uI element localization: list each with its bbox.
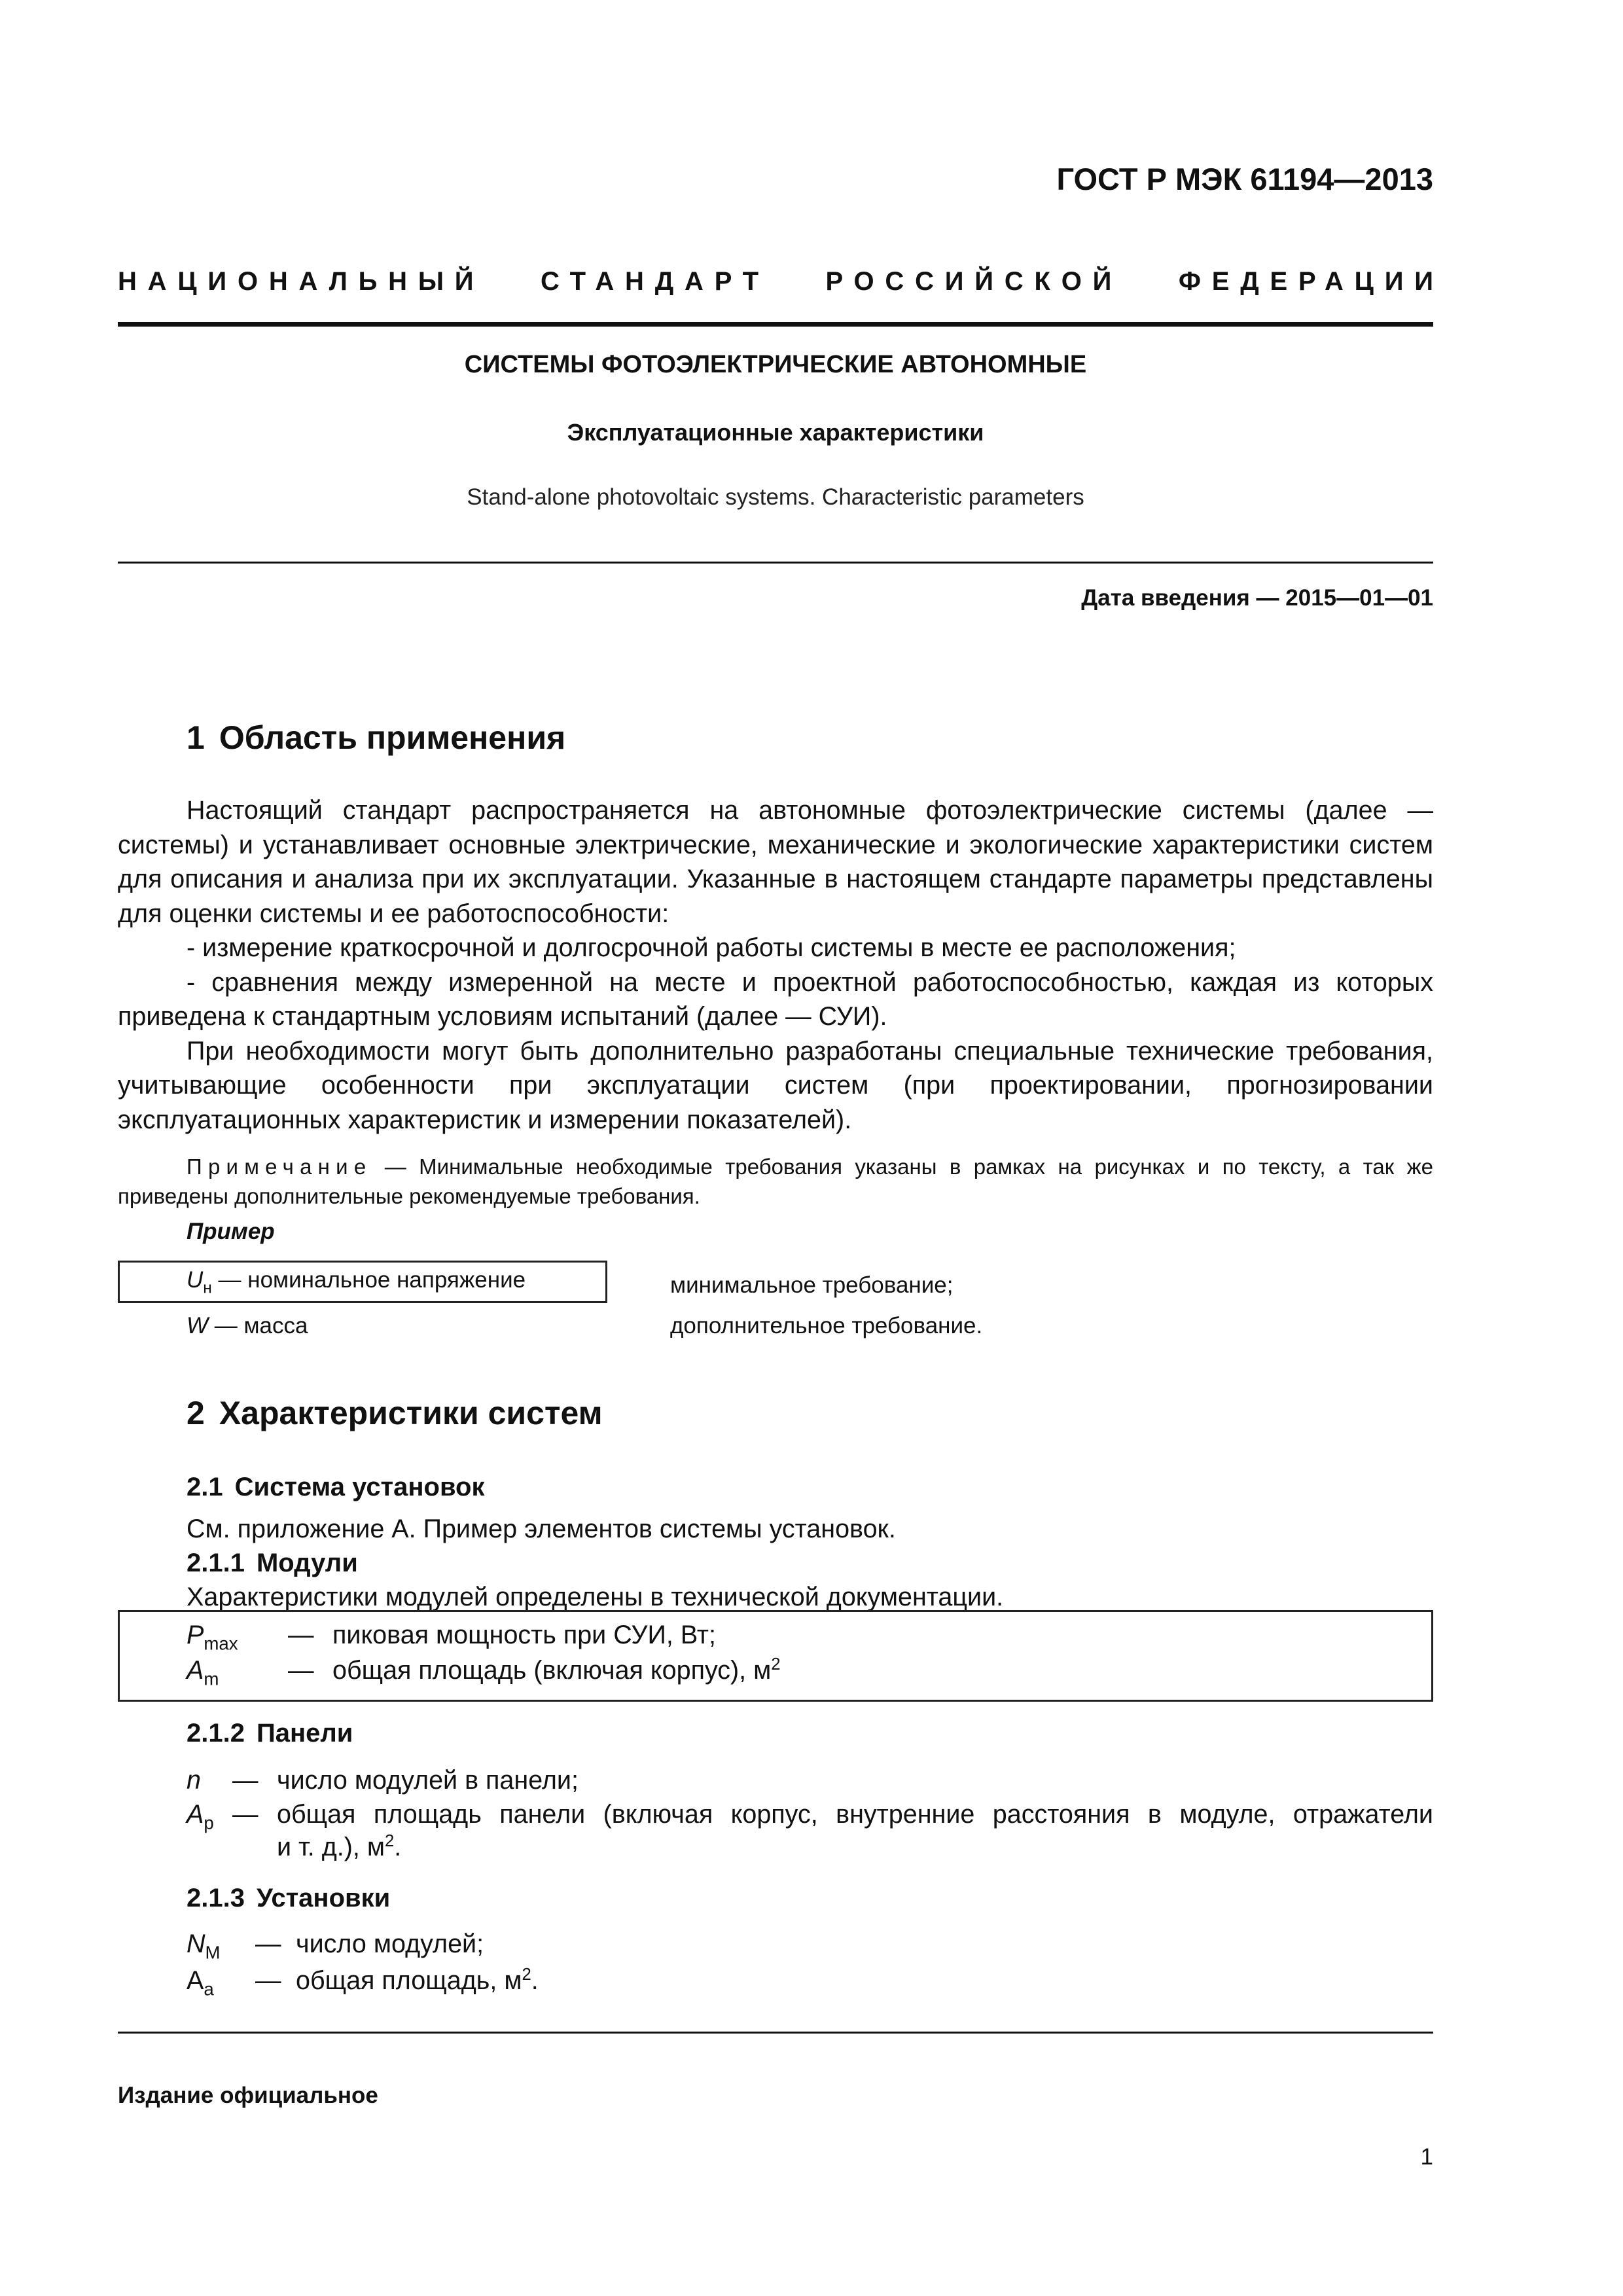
page-number: 1 [1420, 2144, 1433, 2170]
national-word: РОССИЙСКОЙ [825, 267, 1123, 296]
document-title: СИСТЕМЫ ФОТОЭЛЕКТРИЧЕСКИЕ АВТОНОМНЫЕ [464, 351, 1087, 378]
header-rule [118, 322, 1433, 327]
example-label: Пример [187, 1219, 275, 1244]
subsection-2-1-2-heading: 2.1.2 Панели [187, 1719, 353, 1748]
symbol: $U_н$ [187, 1267, 212, 1297]
subsection-2-1-text: См. приложение А. Пример элементов системы установок. [187, 1515, 896, 1543]
title-rule [118, 562, 1433, 564]
subsection-2-1-3-heading: 2.1.3 Установки [187, 1884, 391, 1912]
national-standard-heading [118, 267, 1444, 296]
section-title: Область применения [219, 719, 566, 756]
section-number: 1 [187, 719, 205, 756]
subsection-2-1-1-text: Характеристики модулей определены в технической документации. [187, 1583, 1004, 1611]
document-subtitle: Эксплуатационные характеристики [567, 419, 984, 446]
example-row-2: W — масса [187, 1313, 308, 1338]
national-word: ФЕДЕРАЦИИ [1178, 267, 1444, 296]
example-row-2-note: дополнительное требование. [670, 1313, 983, 1338]
english-title: Stand-alone photovoltaic systems. Characteristic parameters [467, 484, 1084, 510]
definition-row: $A_m$ — общая площадь (включая корпус), $м^2$ [187, 1655, 781, 1689]
note-label: Примечание [187, 1155, 372, 1179]
definition-row: $A_p$ — общая площадь панели (включая корпус, внутренние расстояния в модуле, отражатели [187, 1800, 1433, 1833]
national-word: НАЦИОНАЛЬНЫЙ [118, 267, 485, 296]
example-row-1-note: минимальное требование; [670, 1272, 954, 1298]
paragraph: При необходимости могут быть дополнительно разработаны специальные технические требования, учитывающие особенности при эксплуатации систем (при проектировании, прогнозировании эксплуатационных характеристик и измерении показателей). [118, 1036, 1433, 1134]
introduction-date: Дата введения — 2015—01—01 [1081, 585, 1433, 611]
symbol: W [187, 1313, 209, 1338]
bullet-item: - измерение краткосрочной и долгосрочной работы системы в месте ее расположения; [187, 933, 1236, 962]
national-word: СТАНДАРТ [540, 267, 770, 296]
example-row-1: $U_н$ — номинальное напряжение [187, 1267, 526, 1297]
subsection-2-1-1-heading: 2.1.1 Модули [187, 1549, 358, 1577]
definition-row: $A_a$ — общая площадь, $м^2$. [187, 1965, 539, 2000]
note-text: — Минимальные необходимые требования указаны в рамках на рисунках и по тексту, а так же приведены дополнительные рекомендуемые требования. [118, 1155, 1433, 1208]
section-number: 2 [187, 1395, 205, 1431]
bullet-item: - сравнения между измеренной на месте и проектной работоспособностью, каждая из которых приведена к стандартным условиям испытаний (далее — СУИ). [118, 967, 1433, 1031]
definition-continuation: и т. д.), $м^2$. [277, 1831, 402, 1861]
section-title: Характеристики систем [219, 1395, 603, 1431]
note [118, 1152, 1433, 1211]
definition-row: $P_{max}$ — пиковая мощность при СУИ, Вт; [187, 1621, 716, 1654]
section-1-body [118, 793, 1433, 1137]
document-number: ГОСТ Р МЭК 61194—2013 [1056, 162, 1433, 196]
section-2-heading [187, 1394, 603, 1432]
paragraph: Настоящий стандарт распространяется на автономные фотоэлектрические системы (далее — системы) и устанавливает основные электрические, механические и экологические характеристики систем для описания и анализа при их эксплуатации. Указанные в настоящем стандарте параметры представлены для оценки системы и ее работоспособности: [118, 796, 1433, 928]
subsection-2-1-heading: 2.1 Система установок [187, 1473, 485, 1501]
definition-row: $N_M$ — число модулей; [187, 1929, 484, 1963]
footer-rule [118, 2032, 1433, 2034]
official-edition-label: Издание официальное [118, 2083, 378, 2108]
definition-row: n — число модулей в панели; [187, 1766, 579, 1795]
section-1-heading [187, 719, 565, 757]
